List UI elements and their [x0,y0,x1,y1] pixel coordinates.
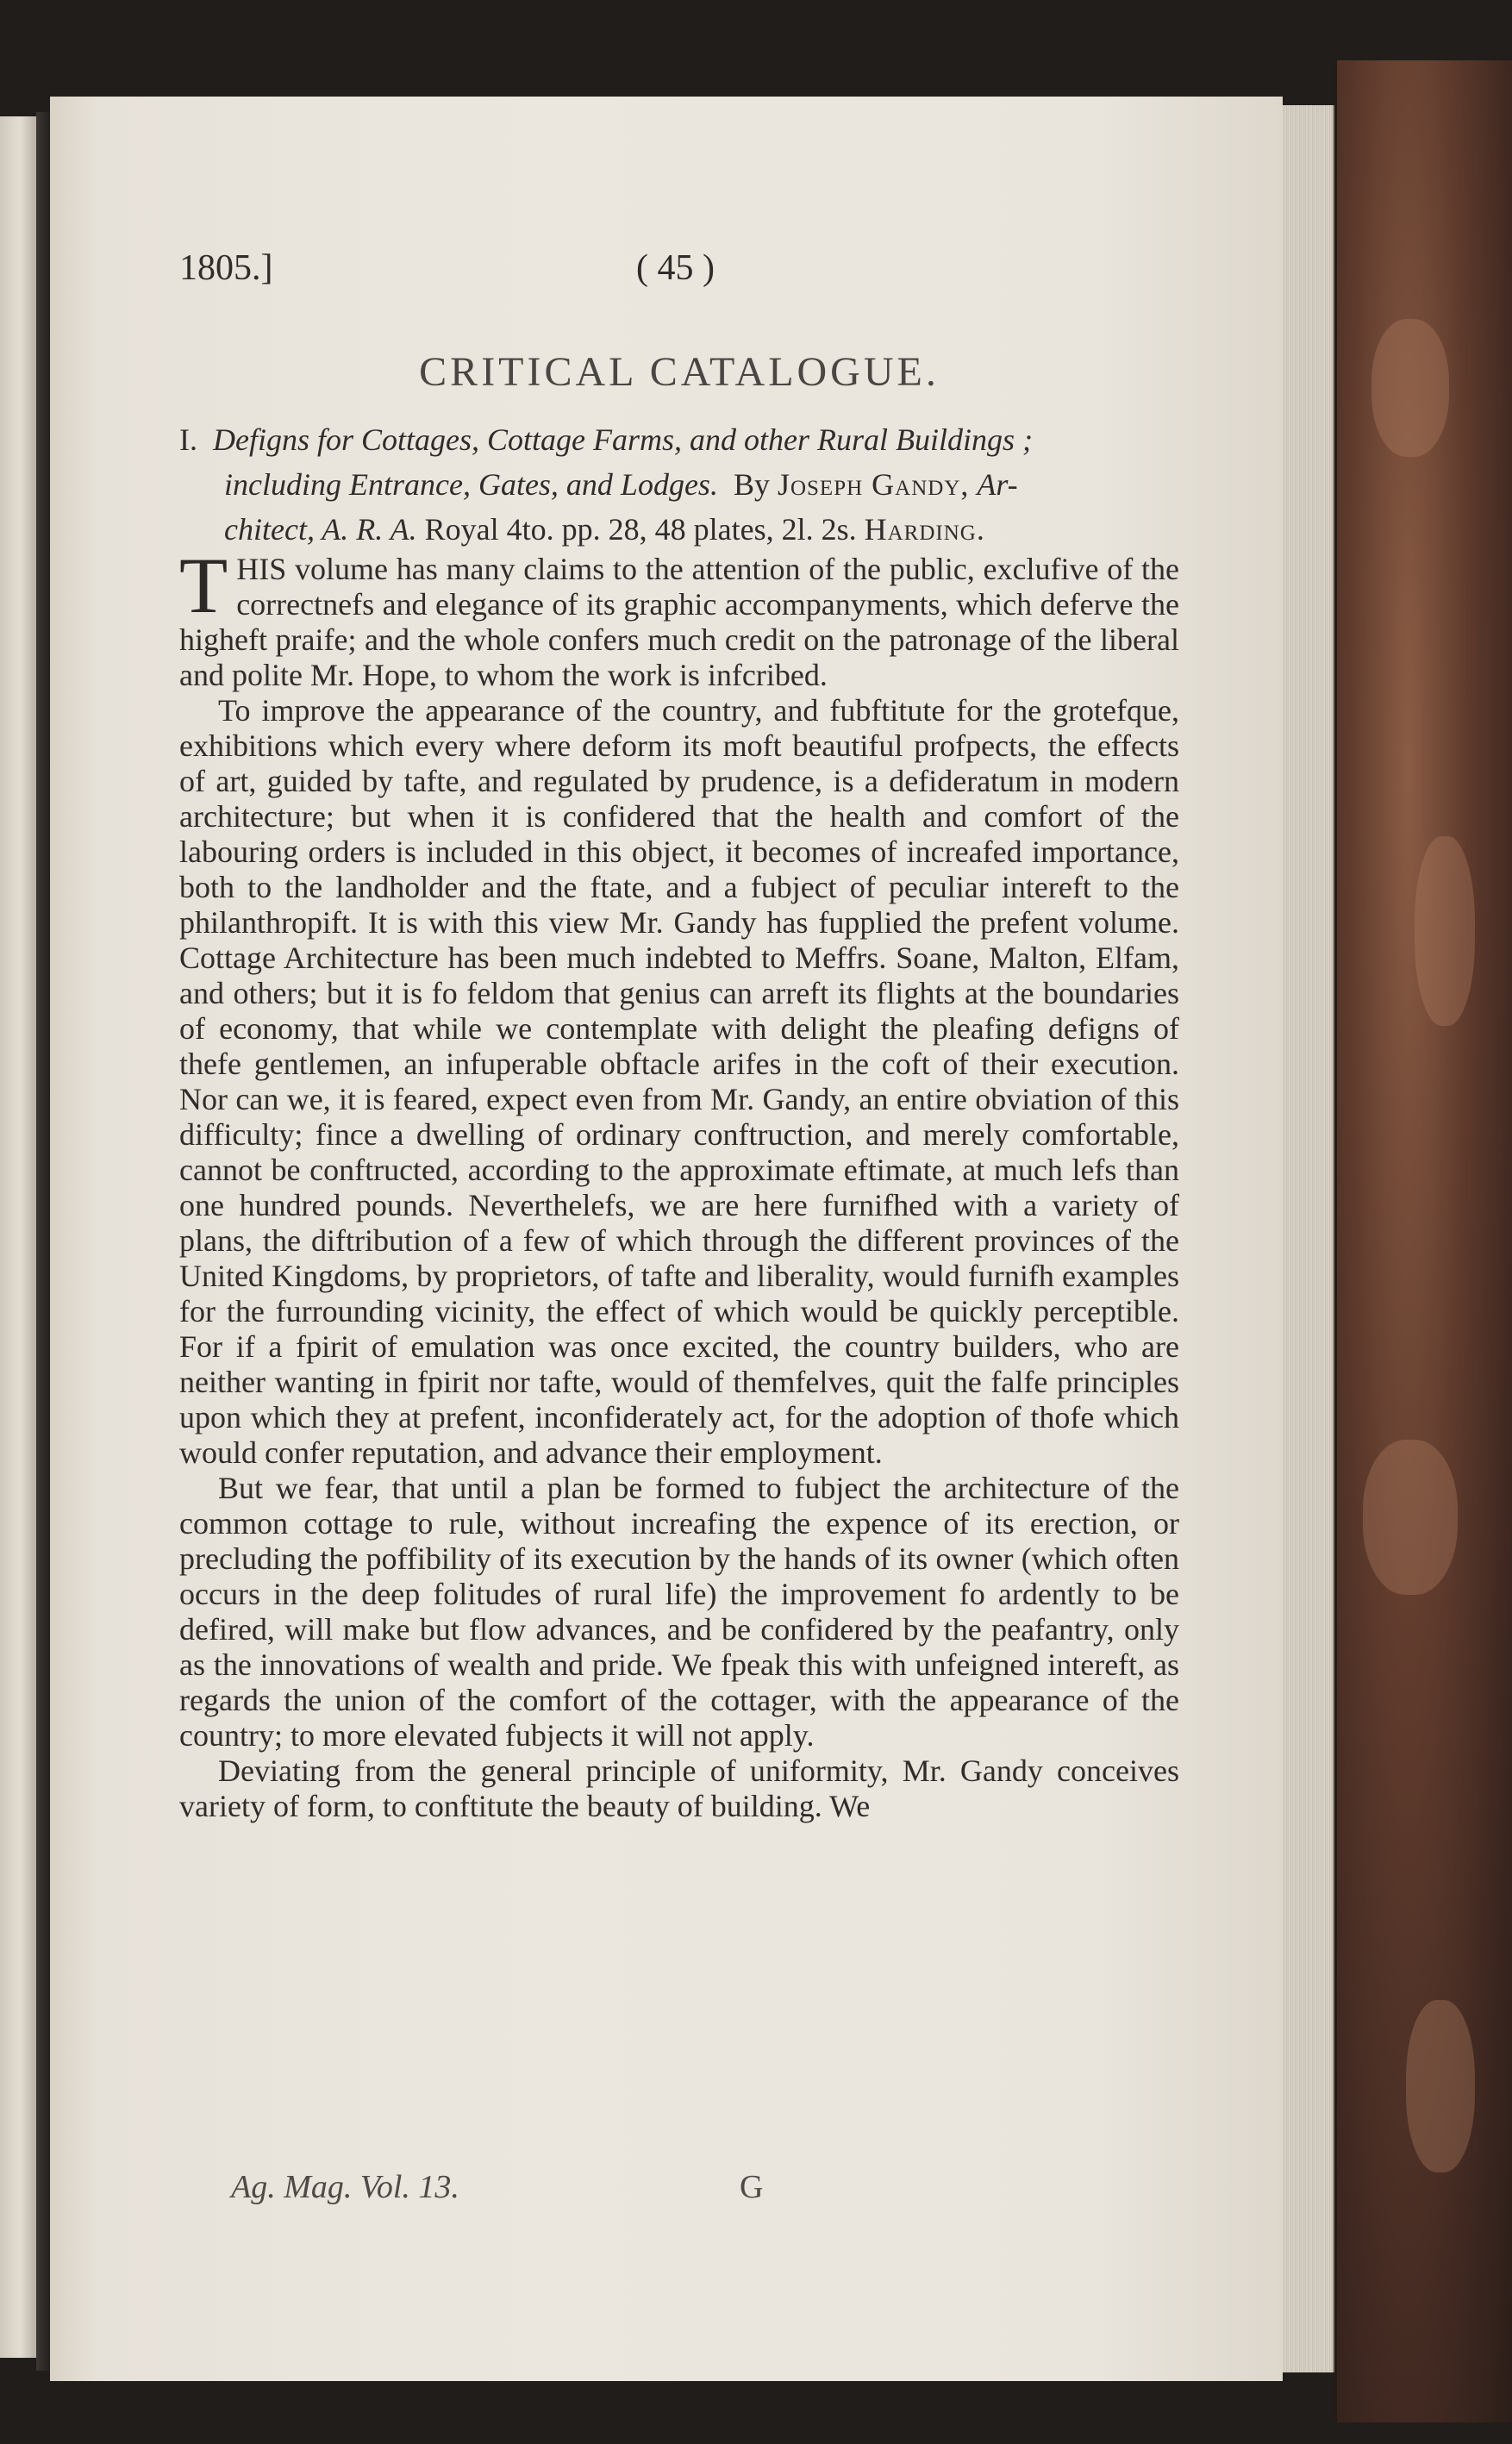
entry-line-1 [179,417,1179,462]
entry-role-start: Ar- [977,467,1018,502]
signature-mark: G [740,2169,764,2205]
signature-line [231,2168,1093,2206]
facing-page-edge [0,116,36,2358]
paragraph-1-text: HIS volume has many claims to the attention of the public, exclufive of the correctnefs and elegance of its graphic accompanyments, which deferve the higheft praife; and the whole confers much credit on the patronage of the liberal and polite Mr. Hope, to whom the work is infcribed. [179,552,1179,692]
cover-marbling [1371,319,1449,457]
signature-text: Ag. Mag. Vol. 13. [231,2169,459,2205]
section-title: CRITICAL CATALOGUE. [419,349,940,395]
entry-subtitle: including Entrance, Gates, and Lodges. [224,467,718,502]
entry-number: I. [179,422,197,457]
running-header [179,247,1179,299]
paragraph-4: Deviating from the general principle of uniformity, Mr. Gandy conceives variety of form, to conftitute the beauty of building. We [179,1753,1179,1823]
entry-by: By [733,467,770,502]
header-year: 1805.] [179,248,273,288]
entry-publisher: Harding. [864,512,985,547]
entry-role-end: chitect, A. R. A. [224,512,417,547]
entry-line-2 [179,462,1179,507]
catalogue-entry-heading [179,417,1179,552]
drop-cap: T [179,541,228,629]
cover-marbling [1363,1440,1458,1595]
review-body [179,541,1179,1824]
paragraph-3: But we fear, that until a plan be formed to fubject the architecture of the common cottage to rule, without increafing the expence of its erection, or precluding the poffibility of its execution by the hands of its owner (which often occurs in the deep folitudes of rural life) the improvement fo ardently to be defired, will make but flow advances, and be confidered by the peafantry, only as the innovations of wealth and pride. We fpeak this with unfeigned intereft, as regards the union of the comfort of the cottager, with the appearance of the country; to more elevated fubjects it will not apply. [179,1471,1179,1753]
cover-marbling [1415,836,1475,1026]
entry-details: Royal 4to. pp. 28, 48 plates, 2l. 2s. [424,512,857,547]
page-number: ( 45 ) [636,248,715,288]
leather-cover [1334,60,1512,2422]
entry-title: Defigns for Cottages, Cottage Farms, and other Rural Buildings ; [213,422,1033,457]
page-block-edges [1283,105,1334,2372]
paragraph-1 [179,541,1179,693]
entry-author: Joseph Gandy, [777,467,970,502]
cover-marbling [1406,2000,1475,2172]
paragraph-2: To improve the appearance of the country, and fubftitute for the grotefque, exhibitions which every where deform its moft beautiful profpects, the effects of art, guided by tafte, and regulated by prudence, is a defideratum in modern architecture; but when it is confidered that the health and comfort of the labouring orders is included in this object, it becomes of increafed importance, both to the landholder and the ftate, and a fubject of peculiar intereft to the philanthropift. It is with this view Mr. Gandy has fupplied the prefent volume. Cottage Architecture has been much indebted to Meffrs. Soane, Malton, Elfam, and others; but it is fo feldom that genius can arreft its flights at the boundaries of economy, that while we contemplate with delight the pleafing defigns of thefe gentlemen, an infuperable obftacle arifes in the coft of their execution. Nor can we, it is feared, expect even from Mr. Gandy, an entire obviation of this difficulty; fince a dwelling of ordinary conftruction, and merely comfortable, cannot be conftructed, according to the approximate eftimate, at much lefs than one hundred pounds. Neverthelefs, we are here furnifhed with a variety of plans, the diftribution of a few of which through the different provinces of the United Kingdoms, by proprietors, of tafte and liberality, would furnifh examples for the furrounding vicinity, the effect of which would be quickly perceptible. For if a fpirit of emulation was once excited, the country builders, who are neither wanting in fpirit nor tafte, would of themfelves, quit the falfe principles upon which they at prefent, inconfiderately act, for the adoption of thofe which would confer reputation, and advance their employment. [179,693,1179,1470]
book-page [50,97,1283,2381]
entry-line-3 [179,507,1179,552]
